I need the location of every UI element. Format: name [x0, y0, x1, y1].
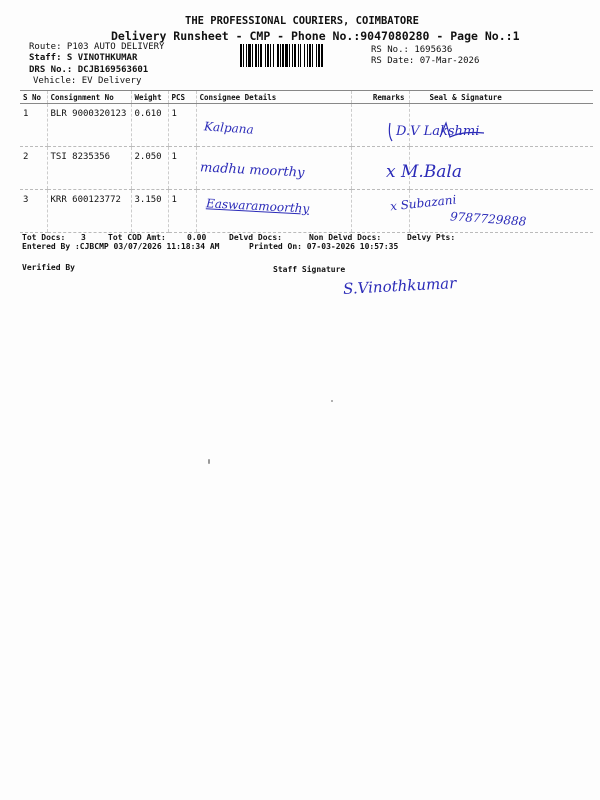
tot-cod-label: Tot COD Amt: [108, 233, 166, 242]
seal-squiggle-1 [384, 117, 504, 145]
staff-signature-label: Staff Signature [273, 265, 346, 274]
col-pcs: PCS [168, 91, 196, 104]
row-consignment: BLR 9000320123 [47, 104, 131, 147]
row-weight: 0.610 [131, 104, 168, 147]
row-sno: 3 [20, 190, 47, 233]
table-row [20, 147, 593, 190]
handwritten-seal-2: x M.Bala [386, 162, 463, 182]
table-header-row [20, 91, 593, 104]
route-line: Route: P103 AUTO DELIVERY [29, 42, 165, 52]
staff-handwritten-signature: S.Vinothkumar [342, 274, 457, 298]
tot-docs-value: 3 [81, 233, 86, 242]
handwritten-consignee-2: madhu moorthy [199, 160, 305, 181]
row-pcs: 1 [168, 147, 196, 190]
handwritten-seal-1: D.V Lakshmi [396, 124, 480, 139]
col-weight: Weight [131, 91, 168, 104]
row-consignment: TSI 8235356 [47, 147, 131, 190]
delvy-pts-label: Delvy Pts: [407, 233, 456, 242]
verified-by: Verified By [22, 263, 75, 272]
row-pcs: 1 [168, 104, 196, 147]
col-sno: S No [20, 91, 47, 104]
row-weight: 2.050 [131, 147, 168, 190]
scan-speck [331, 400, 333, 402]
col-consignee: Consignee Details [196, 91, 351, 104]
row-consignment: KRR 600123772 [47, 190, 131, 233]
col-seal: Seal & Signature [409, 91, 593, 104]
tot-cod-value: 0.00 [187, 233, 207, 242]
row-sno: 2 [20, 147, 47, 190]
row-sno: 1 [20, 104, 47, 147]
barcode [240, 44, 368, 67]
entered-by: Entered By :CJBCMP 03/07/2026 11:18:34 AM [22, 242, 220, 251]
staff-line: Staff: S VINOTHKUMAR [29, 53, 138, 63]
runsheet-title: Delivery Runsheet - CMP - Phone No.:9047080280 - Page No.:1 [111, 29, 520, 43]
scan-speck [208, 459, 210, 464]
rs-number: RS No.: 1695636 [371, 45, 453, 55]
non-delvd-docs-label: Non Delvd Docs: [309, 233, 382, 242]
table-row [20, 104, 593, 147]
tot-docs-label: Tot Docs: [22, 233, 66, 242]
handwritten-consignee-3: Easwaramoorthy [205, 196, 310, 216]
row-pcs: 1 [168, 190, 196, 233]
company-name: THE PROFESSIONAL COURIERS, COIMBATORE [185, 15, 419, 27]
handwritten-consignee-1: Kalpana [203, 119, 255, 137]
row-weight: 3.150 [131, 190, 168, 233]
delvd-docs-label: Delvd Docs: [229, 233, 282, 242]
drs-number: DRS No.: DCJB169563601 [29, 65, 149, 75]
col-remarks: Remarks [351, 91, 409, 104]
handwritten-phone-3: 9787729888 [449, 209, 527, 229]
handwritten-seal-3: x Subazani [389, 192, 457, 214]
col-consignment: Consignment No [47, 91, 131, 104]
printed-on: Printed On: 07-03-2026 10:57:35 [249, 242, 399, 251]
vehicle-line: Vehicle: EV Delivery [33, 76, 142, 86]
rs-date: RS Date: 07-Mar-2026 [371, 56, 480, 66]
